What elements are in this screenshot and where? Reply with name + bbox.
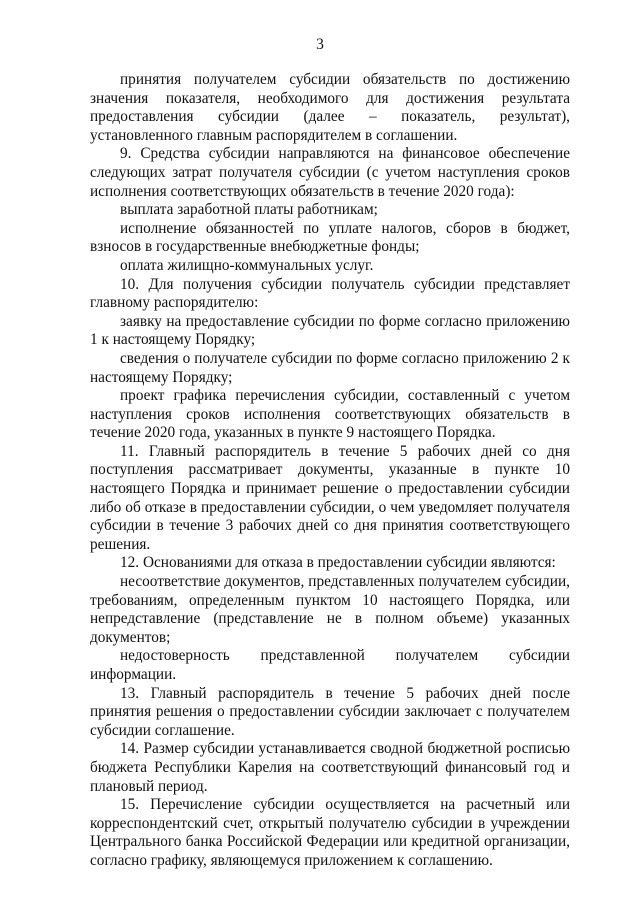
document-body	[90, 71, 570, 871]
paragraph-item-15: 15. Перечисление субсидии осуществляется на расчетный или корреспондентский счет, открытый получателю субсидии в учреждении Центрального банка Российской Федерации или кредитной организации, согласно графику, являющемуся приложением к соглашению.	[90, 796, 570, 869]
paragraph-item-13: 13. Главный распорядитель в течение 5 рабочих дней после принятия решения о предоставлении субсидии заключает с получателем субсидии соглашение.	[90, 684, 570, 739]
paragraph-refusal-mismatch: несоответствие документов, представленных получателем субсидии, требованиям, определенным пунктом 10 настоящего Порядка, или непредставление (представление не в полном объеме) указанных документов;	[90, 573, 570, 646]
paragraph-recipient-info: сведения о получателе субсидии по форме согласно приложению 2 к настоящему Порядку;	[90, 349, 570, 386]
paragraph-item-9: 9. Средства субсидии направляются на финансовое обеспечение следующих затрат получателя субсидии (с учетом наступления сроков исполнения соответствующих обязательств в течение 2020 года):	[90, 145, 570, 200]
page-number: 3	[316, 36, 324, 53]
paragraph-application: заявку на предоставление субсидии по форме согласно приложению 1 к настоящему Порядку;	[90, 312, 570, 349]
paragraph-item-10: 10. Для получения субсидии получатель субсидии представляет главному распорядителю:	[90, 275, 570, 312]
paragraph-continuation: принятия получателем субсидии обязательств по достижению значения показателя, необходимого для достижения результата предоставления субсидии (далее – показатель, результат), установленного главным распорядителем в соглашении.	[90, 71, 570, 144]
paragraph-item-11: 11. Главный распорядитель в течение 5 рабочих дней со дня поступления рассматривает документы, указанные в пункте 10 настоящего Порядка и принимает решение о предоставлении субсидии либо об отказе в предоставлении субсидии, о чем уведомляет получателя субсидии в течение 3 рабочих дней со дня принятия соответствующего решения.	[90, 442, 570, 553]
paragraph-expense-utilities: оплата жилищно-коммунальных услуг.	[120, 256, 374, 274]
paragraph-item-14: 14. Размер субсидии устанавливается сводной бюджетной росписью бюджета Республики Карелия на соответствующий финансовый год и плановый период.	[90, 740, 570, 795]
paragraph-refusal-unreliable: недостоверность представленной получателем субсидии информации.	[90, 647, 570, 683]
paragraph-payment-schedule: проект графика перечисления субсидии, составленный с учетом наступления сроков исполнения соответствующих обязательств в течение 2020 года, указанных в пункте 9 настоящего Порядка.	[90, 387, 570, 442]
paragraph-expense-taxes: исполнение обязанностей по уплате налогов, сборов в бюджет, взносов в государственные внебюджетные фонды;	[90, 219, 570, 256]
paragraph-expense-salary: выплата заработной платы работникам;	[120, 201, 378, 219]
paragraph-item-12: 12. Основаниями для отказа в предоставлении субсидии являются:	[120, 554, 556, 572]
